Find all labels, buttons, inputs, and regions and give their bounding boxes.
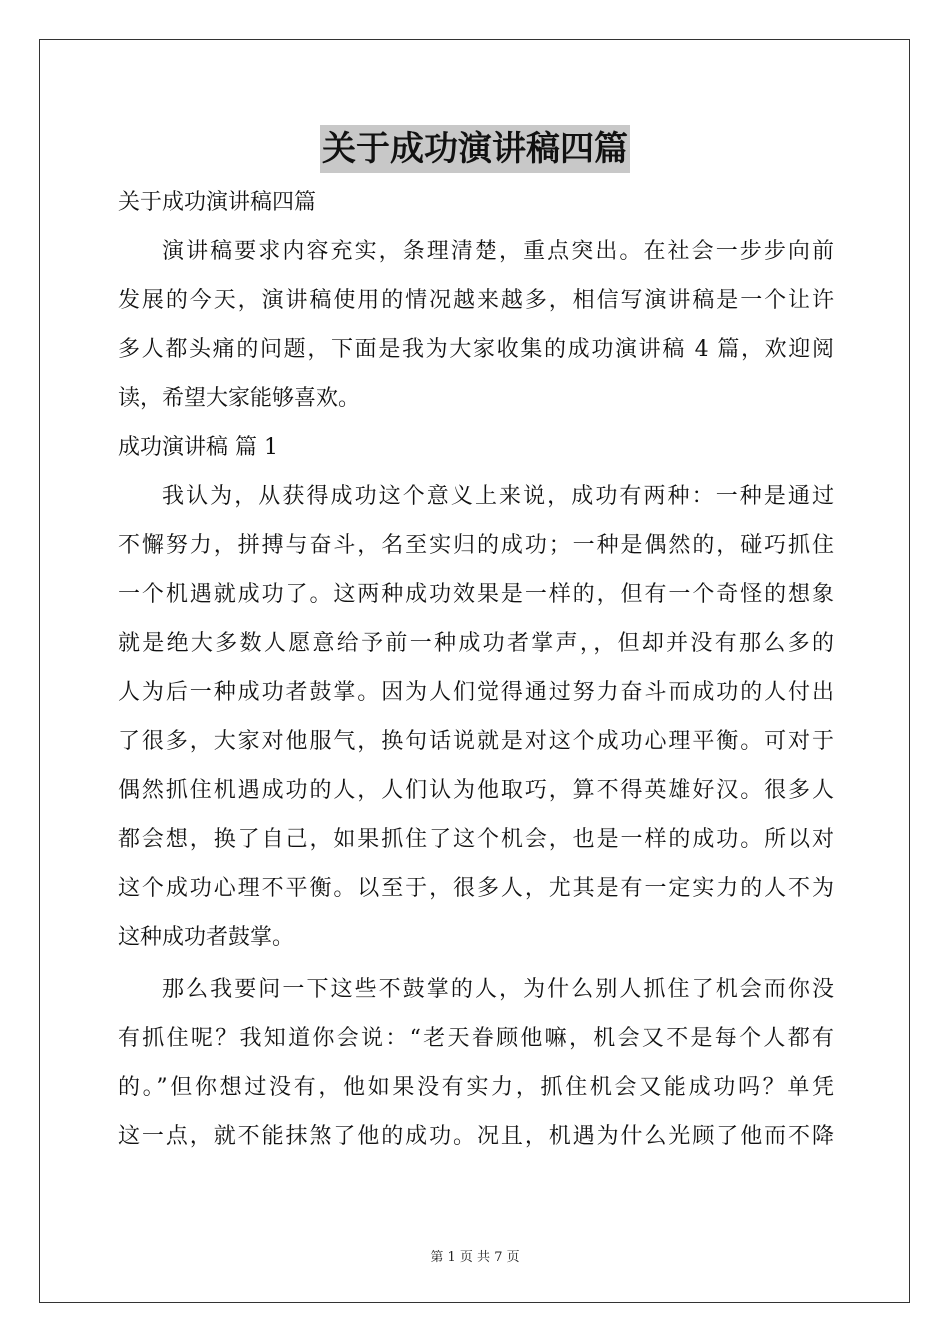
paragraph-line: 发展的今天，演讲稿使用的情况越来越多，相信写演讲稿是一个让许 [118,288,834,313]
intro-paragraph [118,227,834,423]
paragraph-line: 演讲稿要求内容充实，条理清楚，重点突出。在社会一步步向前 [162,239,834,264]
paragraph-line: 偶然抓住机遇成功的人，人们认为他取巧，算不得英雄好汉。很多人 [118,778,834,803]
paragraph-line: 了很多，大家对他服气，换句话说就是对这个成功心理平衡。可对于 [118,729,834,754]
paragraph-line: 这种成功者鼓掌。 [118,925,295,950]
paragraph-line: 这个成功心理不平衡。以至于，很多人，尤其是有一定实力的人不为 [118,876,834,901]
paragraph-line: 那么我要问一下这些不鼓掌的人，为什么别人抓住了机会而你没 [162,977,834,1002]
document-body [118,178,834,1161]
paragraph-line: 这一点，就不能抹煞了他的成功。况且，机遇为什么光顾了他而不降 [118,1124,834,1149]
title-area [0,125,950,173]
paragraph-line: 我认为，从获得成功这个意义上来说，成功有两种：一种是通过 [162,484,834,509]
paragraph-line: 读，希望大家能够喜欢。 [118,386,361,411]
paragraph-2 [118,965,834,1161]
section-heading: 成功演讲稿 篇 1 [118,435,278,460]
paragraph-1 [118,472,834,962]
paragraph-line: 就是绝大多数人愿意给予前一种成功者掌声，，但却并没有那么多的 [118,631,834,656]
paragraph-line: 都会想，换了自己，如果抓住了这个机会，也是一样的成功。所以对 [118,827,834,852]
paragraph-line: 的。”但你想过没有，他如果没有实力，抓住机会又能成功吗？单凭 [118,1075,834,1100]
subtitle: 关于成功演讲稿四篇 [118,190,317,215]
document-title: 关于成功演讲稿四篇 [320,125,630,173]
paragraph-line: 一个机遇就成功了。这两种成功效果是一样的，但有一个奇怪的想象 [118,582,834,607]
paragraph-line: 有抓住呢？我知道你会说：“老天眷顾他嘛，机会又不是每个人都有 [118,1026,834,1051]
paragraph-line: 多人都头痛的问题，下面是我为大家收集的成功演讲稿 4 篇，欢迎阅 [118,337,834,362]
paragraph-line: 人为后一种成功者鼓掌。因为人们觉得通过努力奋斗而成功的人付出 [118,680,834,705]
page-number: 第 1 页 共 7 页 [430,1250,520,1265]
paragraph-line: 不懈努力，拼搏与奋斗，名至实归的成功；一种是偶然的，碰巧抓住 [118,533,834,558]
